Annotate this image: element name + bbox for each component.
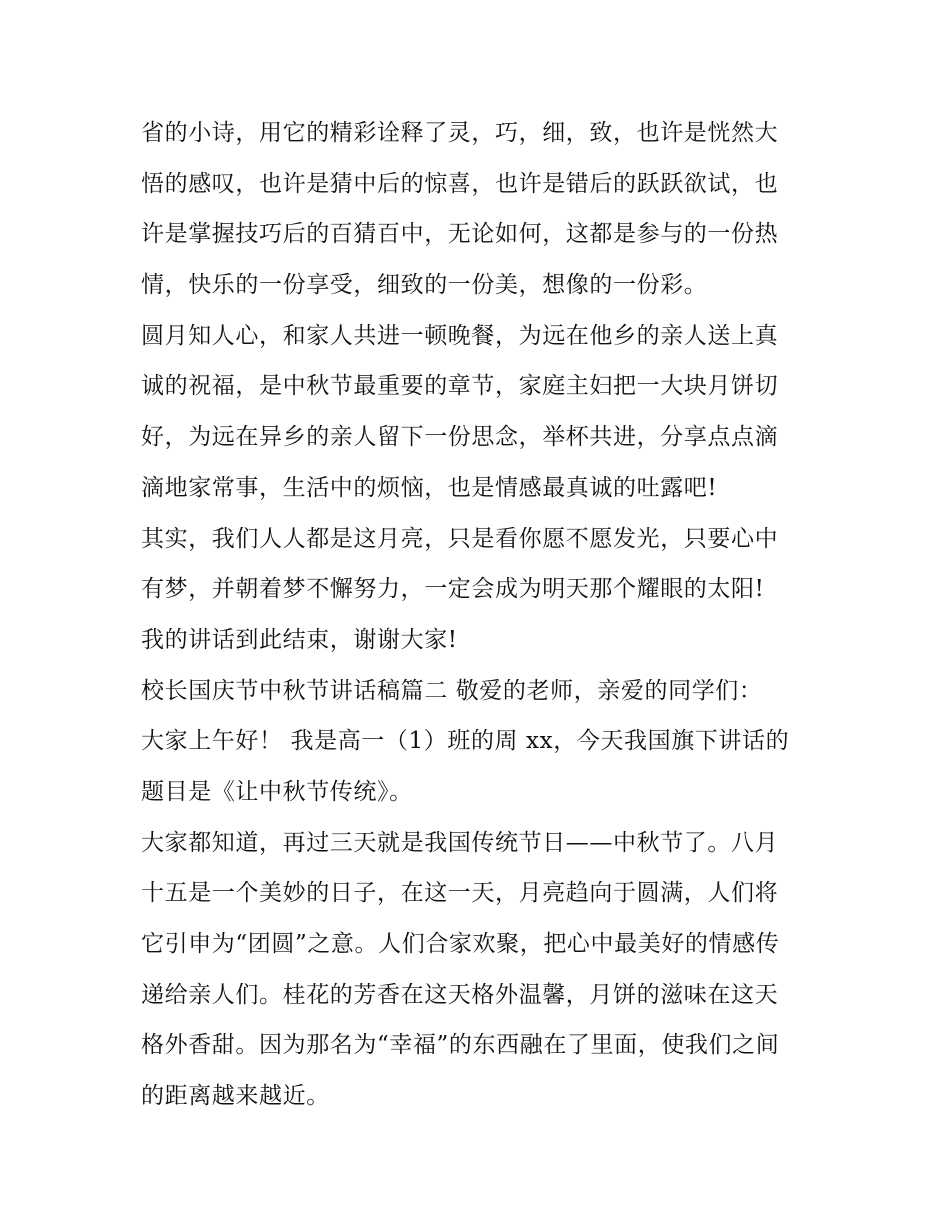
paragraph-lantern-riddles — [141, 108, 813, 311]
text-line: 省的小诗，用它的精彩诠释了灵，巧，细，致，也许是恍然大 — [141, 120, 779, 146]
text-line: 校长国庆节中秋节讲话稿篇二 敬爱的老师，亲爱的同学们： — [141, 677, 763, 704]
text-line: 诚的祝福，是中秋节最重要的章节，家庭主妇把一大块月饼切 — [141, 373, 779, 400]
paragraph-closing — [141, 615, 813, 666]
text-line: 其实，我们人人都是这月亮，只是看你愿不愿发光，只要心中 — [141, 525, 779, 552]
text-line: 有梦，并朝着梦不懈努力，一定会成为明天那个耀眼的太阳! — [141, 576, 765, 603]
document-body — [141, 108, 813, 1122]
text-line: 我的讲话到此结束，谢谢大家! — [141, 626, 458, 653]
paragraph-mid-autumn-intro — [141, 818, 813, 1122]
text-line: 许是掌握技巧后的百猜百中，无论如何，这都是参与的一份热 — [141, 221, 779, 248]
text-line: 递给亲人们。桂花的芳香在这天格外温馨，月饼的滋味在这天 — [141, 981, 779, 1008]
text-line: 格外香甜。因为那名为“幸福”的东西融在了里面，使我们之间 — [141, 1032, 780, 1059]
text-line: 的距离越来越近。 — [141, 1083, 330, 1110]
text-line: 圆月知人心，和家人共进一顿晚餐，为远在他乡的亲人送上真 — [141, 322, 779, 349]
paragraph-greeting — [141, 716, 813, 817]
text-line: 滴地家常事，生活中的烦恼，也是情感最真诚的吐露吧! — [141, 474, 718, 501]
paragraph-family-dinner — [141, 311, 813, 514]
text-line: 悟的感叹，也许是猜中后的惊喜，也许是错后的跃跃欲试，也 — [141, 170, 779, 197]
text-line: 大家上午好！ 我是高一（1）班的周 xx，今天我国旗下讲话的 — [141, 728, 790, 755]
text-line: 十五是一个美妙的日子，在这一天，月亮趋向于圆满，人们将 — [141, 880, 779, 907]
text-line: 它引申为“团圆”之意。人们合家欢聚，把心中最美好的情感传 — [141, 931, 780, 957]
text-line: 题目是《让中秋节传统》。 — [141, 778, 413, 805]
text-line: 好，为远在异乡的亲人留下一份思念，举杯共进，分享点点滴 — [141, 424, 779, 451]
section-heading-speech-two — [141, 666, 813, 717]
text-line: 大家都知道，再过三天就是我国传统节日——中秋节了。八月 — [141, 829, 779, 856]
text-line: 情，快乐的一份享受，细致的一份美，想像的一份彩。 — [141, 272, 708, 299]
paragraph-moon-metaphor — [141, 514, 813, 615]
